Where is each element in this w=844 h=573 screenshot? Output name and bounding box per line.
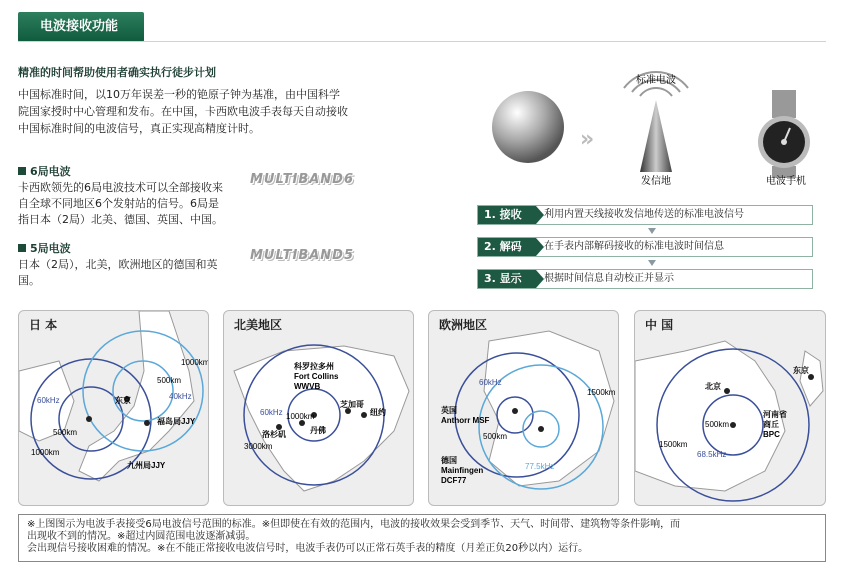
- intro-line: 中国标准时间，以10万年误差一秒的铯原子钟为基准，由中国科学: [18, 88, 340, 101]
- arrow-down-icon: [648, 228, 656, 234]
- label-tokyo: 东京: [793, 366, 809, 375]
- label-500km-b: 500km: [53, 428, 78, 437]
- footnote-line: 出现收不到的情况。※超过内圆范围电波逐渐减弱。: [27, 531, 256, 542]
- label-77-5khz: 77.5kHz: [525, 462, 555, 471]
- label-60khz: 60kHz: [37, 396, 60, 405]
- tower-label: 标准电波: [636, 75, 676, 86]
- label-de: 德国: [441, 456, 457, 465]
- intro-line: 中国标准时间的电波信号，真正实现高精度计时。: [18, 122, 260, 135]
- label-1500km: 1500km: [587, 388, 616, 397]
- section-title-tab: 电波接收功能: [18, 12, 144, 42]
- label-40khz: 40kHz: [169, 392, 192, 401]
- label-tokyo: 东京: [115, 396, 131, 405]
- earth-sphere-icon: [492, 91, 564, 163]
- label-mainflingen: Mainfingen: [441, 466, 484, 475]
- label-newyork: 纽约: [370, 408, 386, 417]
- label-3000km: 3000km: [244, 442, 273, 451]
- label-henan: 河南省: [763, 410, 787, 419]
- footnote-line: 会出现信号接收困难的情况。※在不能正常接收电波信号时，电波手表仍可以正常石英手表的精度（月差正负20秒以内）运行。: [27, 543, 589, 554]
- step-display: 3. 显示 根据时间信息自动校正并显示: [477, 269, 813, 289]
- watch-icon: [758, 90, 810, 178]
- footnote-line: ※上图图示为电波手表接受6局电波信号范围的标准。※但即使在有效的范围内，电波的接收效果会受到季节、天气、时间带、建筑物等条件影响，而: [27, 519, 681, 530]
- label-60khz: 60kHz: [479, 378, 502, 387]
- label-1500km: 1500km: [659, 440, 688, 449]
- label-1000km-b: 1000km: [31, 448, 60, 457]
- label-68-5khz: 68.5kHz: [697, 450, 727, 459]
- label-shangqiu: 商丘: [763, 420, 779, 429]
- bullet-square-icon: [18, 244, 26, 252]
- band5-heading: 5局电波: [18, 240, 71, 256]
- label-fort-collins: Fort Collins: [294, 372, 339, 381]
- label-500km: 500km: [483, 432, 508, 441]
- transmitter-tower-icon: [640, 100, 672, 172]
- footnote-box: [18, 514, 826, 562]
- multiband6-logo: MULTIBAND6: [250, 172, 355, 187]
- band5-text: 日本（2局），北美，欧洲地区的德国和英 国。: [18, 258, 218, 287]
- label-kyushu: 九州局JJY: [127, 461, 166, 470]
- band6-heading: 6局电波: [18, 163, 71, 179]
- multiband5-logo: MULTIBAND5: [250, 248, 355, 263]
- label-uk: 英国: [441, 406, 457, 415]
- label-bpc: BPC: [763, 430, 780, 439]
- label-beijing: 北京: [705, 382, 721, 391]
- subtitle: 精准的时间帮助使用者确实执行徒步计划: [18, 66, 216, 79]
- label-500km: 500km: [157, 376, 182, 385]
- map-china: 中 国 东京 北京 500km 河南省 商丘 BPC 1500km 68.5kHz: [634, 310, 826, 506]
- map-japan: 日 本 1000km 500km 40kHz 60kHz 东京 500km 福岛局JJY 1000km 九州局JJY: [18, 310, 209, 506]
- label-60khz: 60kHz: [260, 408, 283, 417]
- station-label: 发信地: [641, 176, 671, 187]
- label-anthorn: Anthorr MSF: [441, 416, 490, 425]
- step-decode: 2. 解码 在手表内部解码接收的标准电波时间信息: [477, 237, 813, 257]
- band6-text: 卡西欧领先的6局电波技术可以全部接收来 自全球不同地区6个发射站的信号。6局是 指日本（2局）北美、德国、英国、中国。: [18, 181, 223, 226]
- map-europe: 欧洲地区 60kHz 1500km 英国 Anthorr MSF 500km 德国 Mainfingen DCF77 77.5kHz: [428, 310, 619, 506]
- label-denver: 丹佛: [310, 426, 326, 435]
- label-colorado: 科罗拉多州: [294, 362, 334, 371]
- label-fukushima: 福岛局JJY: [157, 417, 196, 426]
- label-wwvb: WWVB: [294, 382, 321, 391]
- label-1000km: 1000km: [286, 412, 315, 421]
- label-chicago: 芝加哥: [340, 400, 364, 409]
- intro-line: 院国家授时中心管理和发布。在中国，卡西欧电波手表每天自动接收: [18, 105, 348, 118]
- arrow-down-icon: [648, 260, 656, 266]
- step-receive: 1. 接收 利用内置天线接收发信地传送的标准电波信号: [477, 205, 813, 225]
- label-dcf77: DCF77: [441, 476, 467, 485]
- label-la: 洛杉矶: [262, 430, 286, 439]
- label-1000km: 1000km: [181, 358, 210, 367]
- reception-diagram: [0, 0, 844, 200]
- label-500km: 500km: [705, 420, 730, 429]
- chevron-right-icon: »: [580, 127, 595, 152]
- map-north-america: 北美地区 科罗拉多州 Fort Collins WWVB 1000km 60kHz 芝加哥 纽约 洛杉矶 丹佛 3000km: [223, 310, 414, 506]
- watch-label: 电波手机: [766, 176, 806, 187]
